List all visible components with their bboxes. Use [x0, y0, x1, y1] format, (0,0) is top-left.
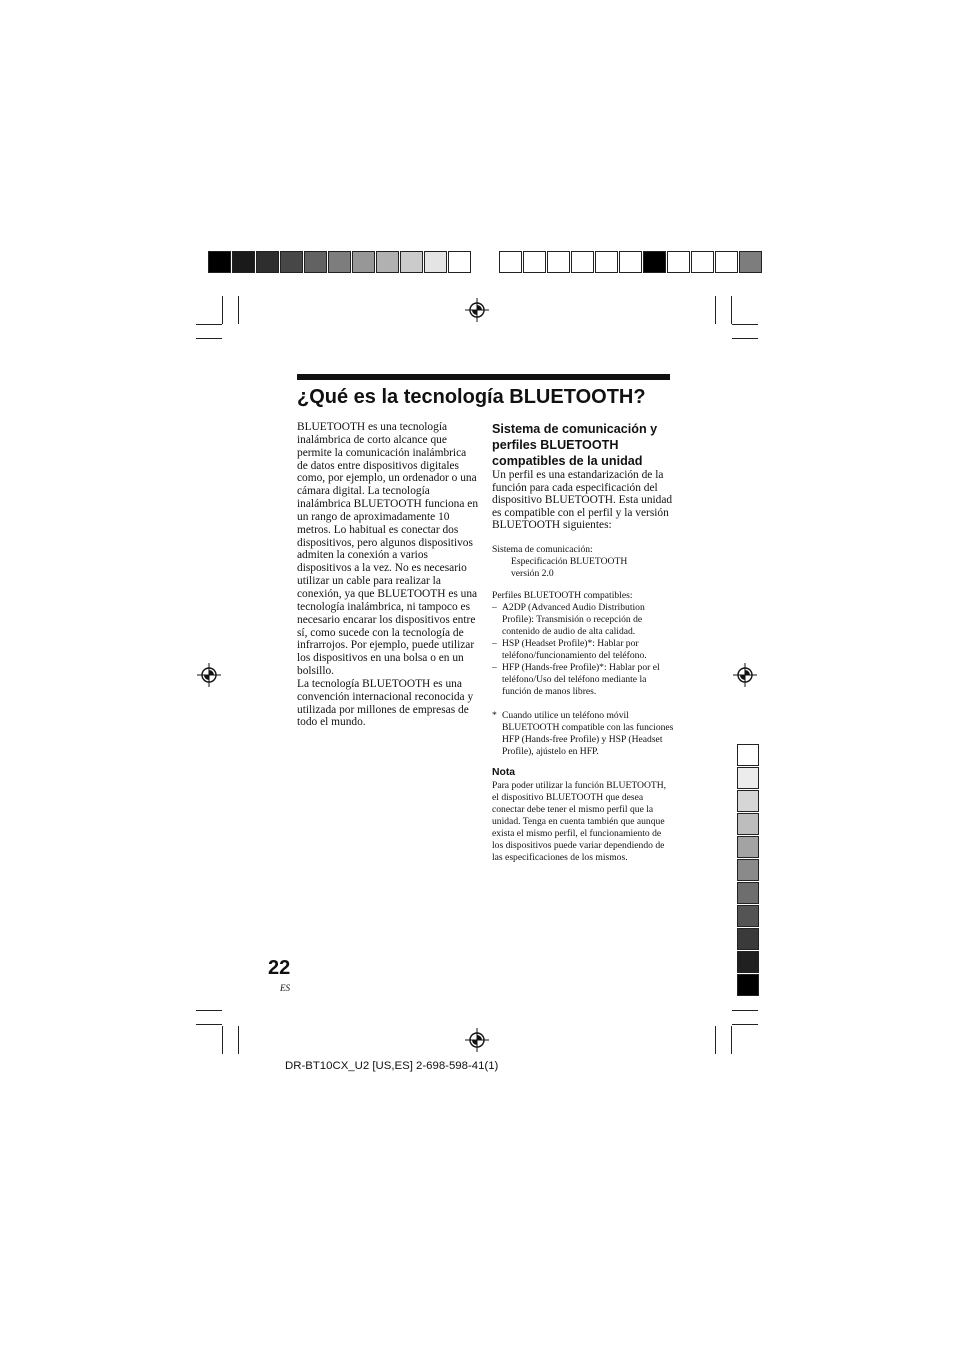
- color-swatch: [448, 251, 471, 273]
- body-paragraph: BLUETOOTH es una tecnología inalámbrica de corto alcance que permite la comunicación inalámbrica de datos entre dispositivos digitales como, por ejemplo, un ordenador o una cámara digital. La tecnología inalámbrica BLUETOOTH funciona en un rango de aproximadamente 10 metros. Lo habitual es conectar dos dispositivos, pero algunos dispositivos admiten la conexión a varios dispositivos a la vez. No es necesario utilizar un cable para realizar la conexión, ya que BLUETOOTH es una tecnología inalámbrica, ni tampoco es necesario encarar los dispositivos entre sí, como sucede con la tecnología de infrarrojos. Por ejemplo, puede utilizar los dispositivos en una bolsa o en un bolsillo.: [297, 421, 479, 678]
- color-swatch: [737, 882, 759, 904]
- system-value: versión 2.0: [511, 567, 554, 579]
- section-heading: Sistema de comunicación y perfiles BLUETOOTH compatibles de la unidad: [492, 422, 658, 468]
- system-label: Sistema de comunicación:: [492, 543, 593, 555]
- crop-mark: [731, 1026, 732, 1054]
- color-swatch: [232, 251, 255, 273]
- color-swatch: [376, 251, 399, 273]
- page-number: 22: [268, 957, 291, 979]
- color-swatch: [737, 974, 759, 996]
- note-heading: Nota: [492, 766, 516, 778]
- color-swatch: [739, 251, 762, 273]
- body-paragraph: La tecnología BLUETOOTH es una convención internacional reconocida y utilizada por millones de empresas de todo el mundo.: [297, 677, 474, 729]
- color-swatch: [256, 251, 279, 273]
- color-swatch: [619, 251, 642, 273]
- color-swatch: [352, 251, 375, 273]
- color-swatch: [691, 251, 714, 273]
- list-item: [492, 662, 674, 698]
- dash-marker: –: [492, 601, 497, 613]
- color-swatch: [737, 859, 759, 881]
- crop-mark: [715, 1026, 716, 1054]
- registration-mark-icon: [465, 298, 489, 322]
- registration-mark-icon: [465, 1028, 489, 1052]
- side-color-bar: [737, 744, 759, 997]
- title-rule: [297, 374, 670, 380]
- profiles-label: Perfiles BLUETOOTH compatibles:: [492, 589, 633, 601]
- page-title: ¿Qué es la tecnología BLUETOOTH?: [297, 386, 646, 408]
- crop-mark: [238, 1026, 239, 1054]
- color-swatch: [523, 251, 546, 273]
- profile-item: HSP (Headset Profile)*: Hablar por teléfono/funcionamiento del teléfono.: [502, 637, 647, 661]
- crop-mark: [732, 1024, 758, 1025]
- crop-mark: [222, 296, 223, 324]
- crop-mark: [196, 1010, 222, 1011]
- color-swatch: [737, 905, 759, 927]
- color-swatch: [737, 836, 759, 858]
- crop-mark: [715, 296, 716, 324]
- asterisk-marker: *: [492, 709, 497, 721]
- crop-mark: [732, 1010, 758, 1011]
- color-swatch: [328, 251, 351, 273]
- left-color-bar: [208, 251, 472, 273]
- color-swatch: [424, 251, 447, 273]
- color-swatch: [737, 744, 759, 766]
- left-column: [297, 421, 479, 729]
- color-swatch: [715, 251, 738, 273]
- registration-mark-icon: [733, 663, 757, 687]
- color-swatch: [208, 251, 231, 273]
- list-item: [492, 638, 674, 662]
- footnote-text: Cuando utilice un teléfono móvil BLUETOOTH compatible con las funciones HFP (Hands-free Profile) y HSP (Headset Profile), ajústelo en HFP.: [502, 709, 674, 757]
- right-column: [492, 421, 674, 864]
- profile-item: HFP (Hands-free Profile)*: Hablar por el teléfono/Uso del teléfono mediante la función de manos libres.: [502, 661, 660, 697]
- footnote: [492, 710, 674, 758]
- color-swatch: [737, 951, 759, 973]
- dash-marker: –: [492, 637, 497, 649]
- registration-mark-icon: [197, 663, 221, 687]
- profile-item: A2DP (Advanced Audio Distribution Profile): Transmisión o recepción de contenido de audio de alta calidad.: [502, 601, 645, 637]
- crop-mark: [222, 1026, 223, 1054]
- list-item: [492, 602, 674, 638]
- dash-marker: –: [492, 661, 497, 673]
- color-swatch: [595, 251, 618, 273]
- color-swatch: [304, 251, 327, 273]
- color-swatch: [280, 251, 303, 273]
- color-swatch: [737, 813, 759, 835]
- color-swatch: [643, 251, 666, 273]
- note-text: Para poder utilizar la función BLUETOOTH, el dispositivo BLUETOOTH que desea conectar debe tener el mismo perfil que la unidad. Tenga en cuenta también que aunque exista el mismo perfil, el funcionamiento de los dispositivos puede variar dependiendo de las especificaciones de los mismos.: [492, 779, 667, 863]
- color-swatch: [499, 251, 522, 273]
- crop-mark: [196, 324, 222, 325]
- body-paragraph: Un perfil es una estandarización de la función para cada especificación del dispositivo BLUETOOTH. Esta unidad es compatible con el perfil y la versión BLUETOOTH siguientes:: [492, 469, 673, 532]
- color-swatch: [400, 251, 423, 273]
- system-value: Especificación BLUETOOTH: [511, 555, 628, 567]
- footer-code: DR-BT10CX_U2 [US,ES] 2-698-598-41(1): [285, 1060, 499, 1072]
- crop-mark: [196, 1024, 222, 1025]
- color-swatch: [737, 928, 759, 950]
- crop-mark: [732, 324, 758, 325]
- crop-mark: [731, 296, 732, 324]
- right-color-bar: [499, 251, 763, 273]
- color-swatch: [571, 251, 594, 273]
- color-swatch: [667, 251, 690, 273]
- color-swatch: [737, 790, 759, 812]
- color-swatch: [737, 767, 759, 789]
- crop-mark: [732, 338, 758, 339]
- color-swatch: [547, 251, 570, 273]
- crop-mark: [196, 338, 222, 339]
- crop-mark: [238, 296, 239, 324]
- language-code: ES: [280, 983, 290, 993]
